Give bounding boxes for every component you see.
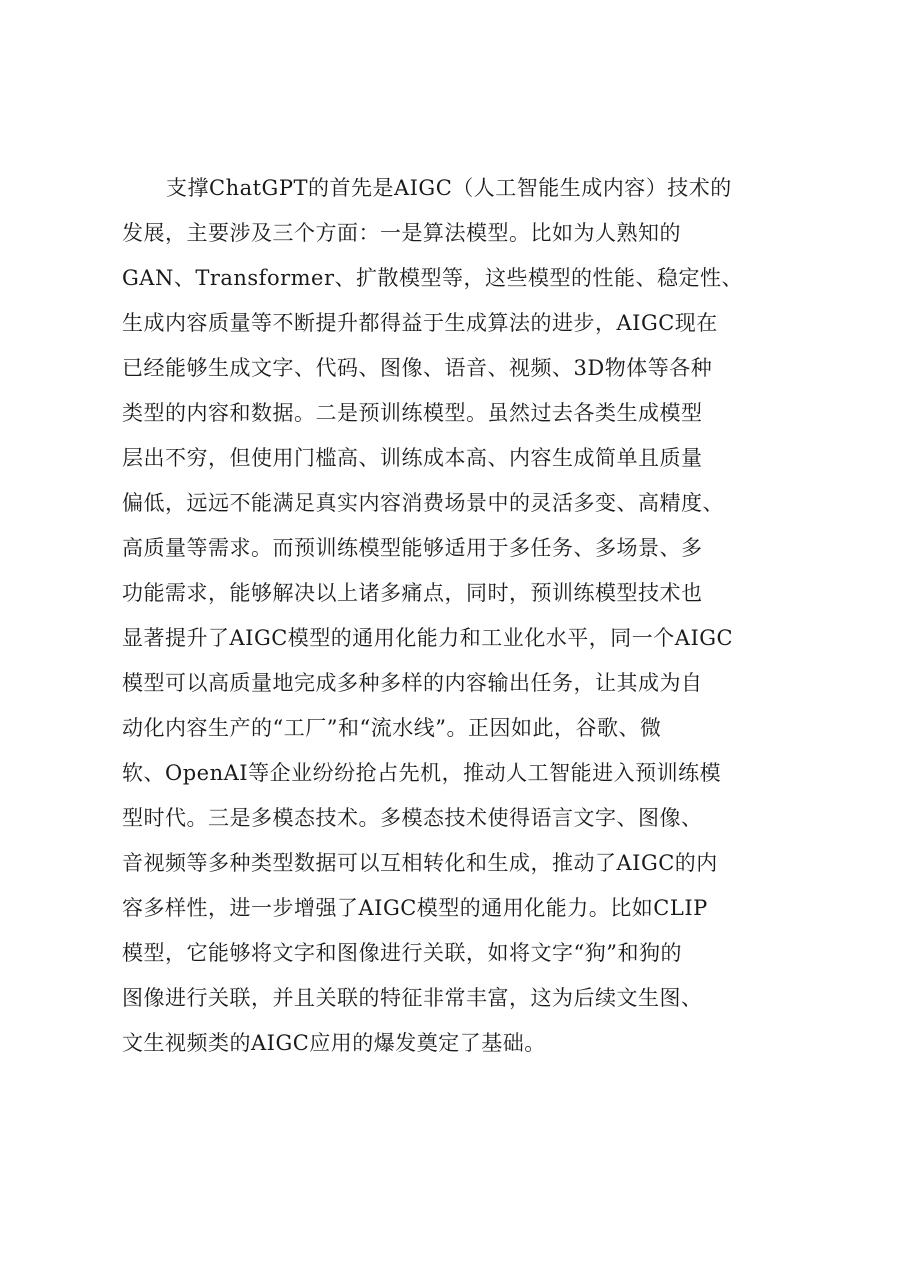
paragraph-line: 层出不穷，但使用门槛高、训练成本高、内容生成简单且质量	[122, 446, 703, 470]
paragraph-line: 容多样性，进一步增强了AIGC模型的通用化能力。比如CLIP	[122, 896, 708, 920]
paragraph-line: 发展，主要涉及三个方面：一是算法模型。比如为人熟知的	[122, 221, 681, 245]
body-paragraph	[122, 170, 802, 1061]
paragraph-line: 型时代。三是多模态技术。多模态技术使得语言文字、图像、	[122, 806, 703, 830]
paragraph-line: GAN、Transformer、扩散模型等，这些模型的性能、稳定性、	[122, 266, 744, 290]
paragraph-line: 文生视频类的AIGC应用的爆发奠定了基础。	[122, 1031, 546, 1055]
paragraph-line: 模型可以高质量地完成多种多样的内容输出任务，让其成为自	[122, 671, 703, 695]
paragraph-line: 图像进行关联，并且关联的特征非常丰富，这为后续文生图、	[122, 986, 703, 1010]
paragraph-line: 功能需求，能够解决以上诸多痛点，同时，预训练模型技术也	[122, 581, 703, 605]
paragraph-line: 显著提升了AIGC模型的通用化能力和工业化水平，同一个AIGC	[122, 626, 734, 650]
paragraph-line: 模型，它能够将文字和图像进行关联，如将文字“狗”和狗的	[122, 941, 682, 965]
paragraph-line: 动化内容生产的“工厂”和“流水线”。正因如此，谷歌、微	[122, 716, 662, 740]
paragraph-line: 软、OpenAI等企业纷纷抢占先机，推动人工智能进入预训练模	[122, 761, 722, 785]
paragraph-line: 类型的内容和数据。二是预训练模型。虽然过去各类生成模型	[122, 401, 703, 425]
paragraph-line: 支撑ChatGPT的首先是AIGC（人工智能生成内容）技术的	[166, 176, 732, 200]
paragraph-line: 生成内容质量等不断提升都得益于生成算法的进步，AIGC现在	[122, 311, 718, 335]
paragraph-line: 音视频等多种类型数据可以互相转化和生成，推动了AIGC的内	[122, 851, 718, 875]
paragraph-line: 已经能够生成文字、代码、图像、语音、视频、3D物体等各种	[122, 356, 713, 380]
paragraph-line: 偏低，远远不能满足真实内容消费场景中的灵活多变、高精度、	[122, 491, 724, 515]
paragraph-line: 高质量等需求。而预训练模型能够适用于多任务、多场景、多	[122, 536, 703, 560]
